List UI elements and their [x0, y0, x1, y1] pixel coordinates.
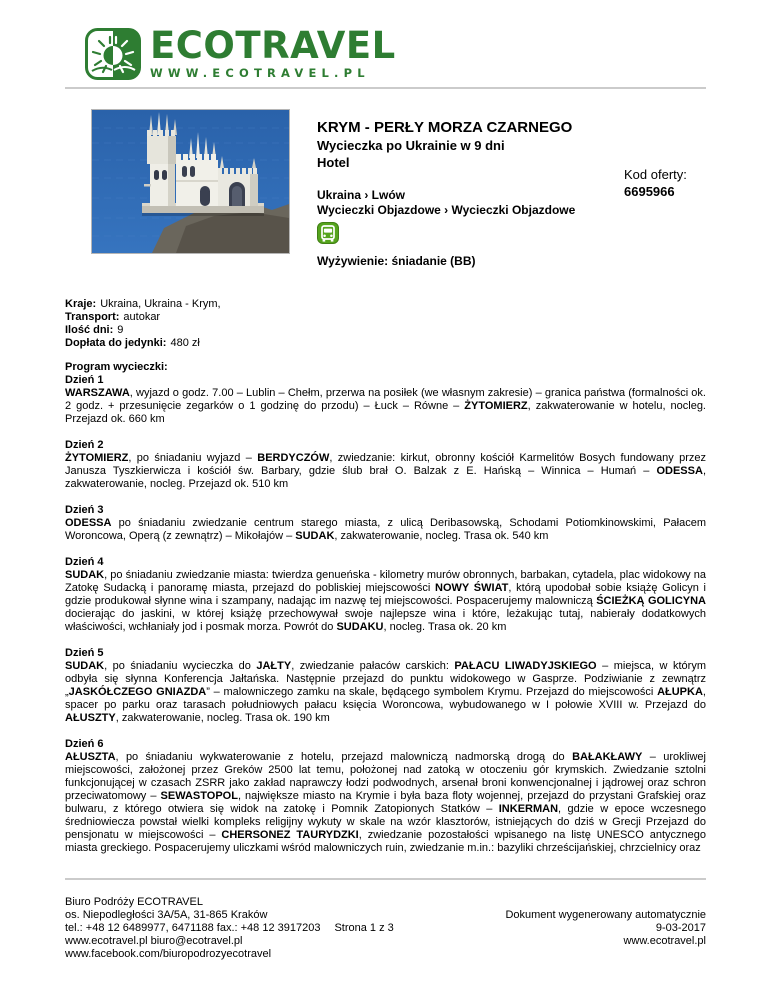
footer-facebook-line [65, 948, 394, 961]
detail-value: 9 [117, 324, 124, 336]
day-highlight: AŁUSZTA [65, 751, 116, 763]
day-highlight: SEWASTOPOL [160, 790, 238, 802]
program-heading: Program wycieczki: [65, 361, 168, 373]
footer-generated-date: 9-03-2017 [655, 922, 706, 934]
day-highlight: AŁUSZTY [65, 712, 116, 724]
day-plain-text: docierając do jaskini, w której książę przechowywał swoje najlepsze wina i które, leżakując tutaj, nabierały dodatkowych właściwości, wchłaniały jod i posmak morza. Powrót do [65, 608, 706, 633]
footer-left [65, 896, 394, 961]
logo-url-text[interactable]: WWW.ECOTRAVEL.PL [150, 65, 370, 80]
detail-single-supplement [65, 337, 706, 350]
footer-website-link[interactable]: www.ecotravel.pl [65, 935, 148, 947]
detail-label: Kraje: [65, 298, 97, 310]
day-highlight: ODESSA [656, 465, 703, 477]
day-block [65, 556, 706, 634]
day-highlight: ODESSA [65, 517, 112, 529]
logo [85, 23, 706, 80]
day-highlight: INKERMAN [498, 803, 559, 815]
swallows-nest-castle-photo [91, 109, 290, 254]
day-title: Dzień 6 [65, 738, 104, 750]
footer-phone: tel.: +48 12 6489977, 6471188 fax.: +48 12 3917203 [65, 922, 321, 934]
breadcrumb-category: Wycieczki Objazdowe › Wycieczki Objazdowe [317, 203, 576, 217]
day-plain-text: , po śniadaniu wykwaterowanie z hotelu, przejazd malowniczą nadmorską drogą do [115, 751, 573, 763]
logo-brand-text: ECOTRAVEL [150, 23, 396, 67]
day-plain-text: po śniadaniu zwiedzanie centrum starego miasta, z ulicą Deribasowską, Schodami Potiomkinowskimi, Pałacem Woroncowa, Operą (z zewnątrz) – Mikołajów – [65, 517, 706, 542]
day-highlight: CHERSONEZ TAURYDZKI [221, 829, 359, 841]
day-highlight: ŚCIEŻKĄ GOLICYNA [596, 595, 706, 607]
day-plain-text: , nocleg. Trasa ok. 20 km [383, 621, 507, 633]
day-plain-text: , po śniadaniu zwiedzanie miasta: twierdza genueńska - kilometry murów obronnych, barbakan, cytadela, plac widokowy na Zatokę Sudacką i panoramę miasta, przejazd do pobliskiej miejscowości [65, 569, 706, 594]
footer-page-number: Strona 1 z 3 [334, 922, 394, 934]
day-title: Dzień 2 [65, 439, 104, 451]
day-plain-text: , zakwaterowanie, nocleg. Trasa ok. 540 km [334, 530, 549, 542]
detail-label: Dopłata do jedynki: [65, 337, 167, 349]
breadcrumb-location: Ukraina › Lwów [317, 188, 406, 202]
meals-info: Wyżywienie: śniadanie (BB) [317, 254, 476, 268]
day-plain-text: – urokliwej miejscowości, założonej przez Greków 2500 lat temu, położonej nad zatoką w otoczeniu gór krymskich. Zwiedzanie sztolni funkcjonującej w czasach ZSRR jako zakład naprawczy łodzi podwodnych, arsenał broni konwencjonalnej i jądrowej oraz schron przeciwatomowy – [65, 751, 706, 802]
day-highlight: ŻYTOMIERZ [464, 400, 528, 412]
day-highlight: ŻYTOMIERZ [65, 452, 129, 464]
day-block [65, 374, 706, 426]
offer-code-value: 6695966 [624, 184, 675, 199]
tour-program [65, 361, 706, 855]
offer-title: KRYM - PERŁY MORZA CZARNEGO [317, 119, 573, 136]
trip-details [65, 298, 706, 350]
day-highlight: SUDAK [65, 660, 105, 672]
day-plain-text: – miejsca, w którym odbyła się słynna Konferencja Jałtańska. Następnie przejazd do punktu widokowego w Gasprze. Podziwianie z zewnątrz „ [65, 660, 706, 698]
day-highlight: WARSZAWA [65, 387, 130, 399]
logo-text [150, 23, 396, 80]
footer-generated-note: Dokument wygenerowany automatycznie [505, 909, 706, 921]
detail-value: autokar [123, 311, 161, 323]
footer-address: os. Niepodległości 3A/5A, 31-865 Kraków [65, 909, 268, 921]
offer-code-label: Kod oferty: [624, 167, 687, 182]
day-text [65, 387, 706, 426]
day-highlight: SUDAK [295, 530, 335, 542]
offer-main [290, 109, 624, 269]
footer-company: Biuro Podróży ECOTRAVEL [65, 896, 203, 908]
day-title: Dzień 1 [65, 374, 104, 386]
day-plain-text: , zwiedzanie pałaców carskich: [291, 660, 455, 672]
day-plain-text: , po śniadaniu wycieczka do [104, 660, 257, 672]
day-plain-text: , wyjazd o godz. 7.00 – Lublin – Chełm, przerwa na posiłek (we własnym zakresie) – granica państwa (formalności ok. 2 godz. + przesunięcie zegarków o 1 godzinę do przodu) – Łuck – Równe – [65, 387, 706, 412]
day-plain-text: , zwiedzanie pozostałości wpisanego na listę UNESCO antycznego miasta greckiego. Pospacerujemy uliczkami wśród malowniczych ruin, zwiedzanie m.in.: bazyliki chrześcijańskiej, chrzcielnicy oraz [65, 829, 706, 854]
day-plain-text: , po śniadaniu wyjazd – [128, 452, 258, 464]
bus-icon [317, 222, 339, 249]
day-highlight: AŁUPKA [657, 686, 703, 698]
footer-email-link[interactable]: biuro@ecotravel.pl [150, 935, 243, 947]
day-plain-text: , zakwaterowanie w hotelu, nocleg. Przejazd ok. 660 km [65, 400, 706, 425]
day-plain-text: , największe miasto na Krymie i była baza floty wojennej, przejazd do przystani Grafskiej oraz bulwaru, z którego otwiera się widok na zatokę i Pomnik Zatopionych Statków – [65, 790, 706, 815]
day-block [65, 439, 706, 491]
footer-phone-line [65, 922, 394, 935]
page-footer [65, 878, 706, 994]
day-text [65, 452, 706, 491]
day-plain-text: , spacer po parku oraz tarasach południowych pałacu księcia Woroncowa, wybudowanego w I połowie XVIII w. Przejazd do [65, 686, 706, 711]
header-divider [65, 87, 706, 89]
detail-value: Ukraina, Ukraina - Krym, [100, 298, 221, 310]
day-title: Dzień 4 [65, 556, 104, 568]
offer-header [65, 109, 706, 269]
footer-right [505, 909, 706, 948]
day-plain-text: , zwiedzanie: kirkut, obronny kościół Karmelitów Bosych fundowany przez Janusza Tyszkierwicza i kościół św. Barbary, gdzie ślub brał O. Balzak z E. Hańską – Winnica – Humań – [65, 452, 706, 477]
day-title: Dzień 3 [65, 504, 104, 516]
day-plain-text: , zakwaterowanie, nocleg. Trasa ok. 190 km [115, 712, 330, 724]
offer-subtitle: Wycieczka po Ukrainie w 9 dni [317, 138, 505, 153]
day-text [65, 517, 706, 543]
day-title: Dzień 5 [65, 647, 104, 659]
day-plain-text: ” – malowniczego zamku na skale, będącego symbolem Krymu. Przejazd do miejscowości [206, 686, 658, 698]
day-text [65, 751, 706, 855]
day-text [65, 569, 706, 634]
detail-countries [65, 298, 706, 311]
day-block [65, 647, 706, 725]
day-highlight: SUDAKU [336, 621, 384, 633]
offer-code [624, 109, 706, 269]
detail-label: Transport: [65, 311, 120, 323]
day-highlight: PAŁACU LIWADYJSKIEGO [454, 660, 597, 672]
sun-landscape-icon [85, 28, 141, 80]
day-plain-text: , gdzie w epoce wczesnego średniowiecza powstał wielki kompleks religijny wykuty w skale na wzór klasztorów, istniejących do dziś w Grecji Przejazd do pensjonatu w miejscowości – [65, 803, 706, 841]
footer-divider [65, 878, 706, 880]
day-highlight: BERDYCZÓW [257, 452, 330, 464]
day-highlight: NOWY ŚWIAT [435, 582, 509, 594]
day-highlight: SUDAK [65, 569, 105, 581]
day-block [65, 504, 706, 543]
day-text [65, 660, 706, 725]
day-plain-text: , którą upodobał sobie książę Golicyn i gdzie produkował słynne wina i szampany, nadając im nazwę tej miejscowości. Pospacerujemy malowniczą [65, 582, 706, 607]
offer-accommodation: Hotel [317, 155, 350, 170]
detail-label: Ilość dni: [65, 324, 114, 336]
footer-site-link[interactable]: www.ecotravel.pl [623, 935, 706, 947]
day-highlight: JAŁTY [256, 660, 292, 672]
detail-transport [65, 311, 706, 324]
day-highlight: BAŁAKŁAWY [572, 751, 643, 763]
day-plain-text: , zakwaterowanie, nocleg. Przejazd ok. 510 km [65, 465, 706, 490]
footer-web-line [65, 935, 394, 948]
day-highlight: JASKÓŁCZEGO GNIAZDA [68, 686, 207, 698]
detail-value: 480 zł [170, 337, 200, 349]
detail-days-count [65, 324, 706, 337]
day-block [65, 738, 706, 855]
footer-facebook-link[interactable]: www.facebook.com/biuropodrozyecotravel [65, 948, 272, 960]
program-days [65, 374, 706, 855]
